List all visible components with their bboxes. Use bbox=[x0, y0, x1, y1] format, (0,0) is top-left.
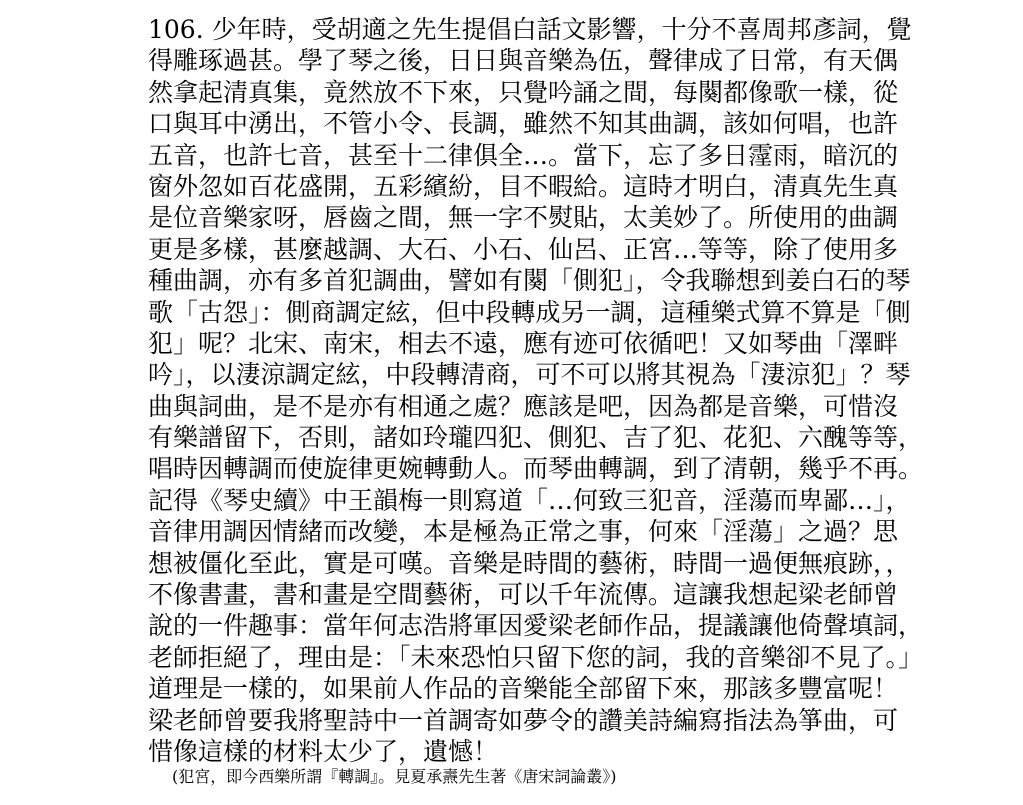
text-line-5: 五音，也許七音，甚至十二律俱全…。當下，忘了多日霪雨，暗沉的 bbox=[148, 140, 899, 170]
text-line-4: 口與耳中湧出，不管小令、長調，雖然不知其曲調，該如何唱，也許 bbox=[148, 109, 899, 139]
text-line-22: 道理是一樣的，如果前人作品的音樂能全部留下來，那該多豐富呢！ bbox=[148, 674, 899, 704]
text-line-3: 然拿起清真集，竟然放不下來，只覺吟誦之間，每闋都像歌一樣，從 bbox=[148, 77, 899, 107]
text-line-14: 有樂譜留下，否則，諸如玲瓏四犯、側犯、吉了犯、花犯、六醜等等， bbox=[148, 423, 924, 453]
text-line-19: 不像書畫，書和畫是空間藝術，可以千年流傳。這讓我想起梁老師曾 bbox=[148, 580, 899, 610]
text-line-11: 犯」呢？北宋、南宋，相去不遠，應有迹可依循吧！又如琴曲「澤畔 bbox=[148, 328, 899, 358]
text-line-23: 梁老師曾要我將聖詩中一首調寄如夢令的讚美詩編寫指法為箏曲，可 bbox=[148, 705, 899, 735]
text-line-9: 種曲調，亦有多首犯調曲，譬如有闋「側犯」，令我聯想到姜白石的琴 bbox=[148, 266, 911, 296]
footnote: (犯宮，即今西樂所謂『轉調』。見夏承燾先生著《唐宋詞論叢》) bbox=[172, 767, 617, 786]
text-line-17: 音律用調因情緒而改變，本是極為正常之事，何來「淫蕩」之過？思 bbox=[148, 517, 899, 547]
text-line-10: 歌「古怨」：側商調定絃，但中段轉成另一調，這種樂式算不算是「側 bbox=[148, 297, 911, 327]
text-line-13: 曲與詞曲，是不是亦有相通之處？應該是吧，因為都是音樂，可惜沒 bbox=[148, 391, 899, 421]
text-line-20: 說的一件趣事：當年何志浩將軍因愛梁老師作品，提議讓他倚聲填詞， bbox=[148, 611, 924, 641]
text-line-15: 唱時因轉調而使旋律更婉轉動人。而琴曲轉調，到了清朝，幾乎不再。 bbox=[148, 454, 924, 484]
text-line-8: 更是多樣，甚麼越調、大石、小石、仙呂、正宮…等等，除了使用多 bbox=[148, 234, 899, 264]
text-line-12: 吟」，以淒涼調定絃，中段轉清商，可不可以將其視為「淒涼犯」？琴 bbox=[148, 360, 911, 390]
text-line-7: 是位音樂家呀，唇齒之間，無一字不熨貼，太美妙了。所使用的曲調 bbox=[148, 203, 899, 233]
text-line-24: 惜像這樣的材料太少了，遺憾！ bbox=[148, 736, 499, 766]
text-line-21: 老師拒絕了，理由是：「未來恐怕只留下您的詞，我的音樂卻不見了。」 bbox=[148, 642, 924, 672]
text-line-16: 記得《琴史續》中王韻梅一則寫道「…何致三犯音，淫蕩而卑鄙…」， bbox=[148, 485, 911, 515]
body-text bbox=[148, 14, 924, 767]
text-line-18: 想被僵化至此，實是可嘆。音樂是時間的藝術，時間一過便無痕跡，， bbox=[148, 548, 911, 578]
text-line-1: 106. 少年時，受胡適之先生提倡白話文影響，十分不喜周邦彥詞，覺 bbox=[148, 15, 912, 44]
text-line-6: 窗外忽如百花盛開，五彩繽紛，目不暇給。這時才明白，清真先生真 bbox=[148, 171, 899, 201]
text-line-2: 得雕琢過甚。學了琴之後，日日與音樂為伍，聲律成了日常，有天偶 bbox=[148, 46, 899, 76]
